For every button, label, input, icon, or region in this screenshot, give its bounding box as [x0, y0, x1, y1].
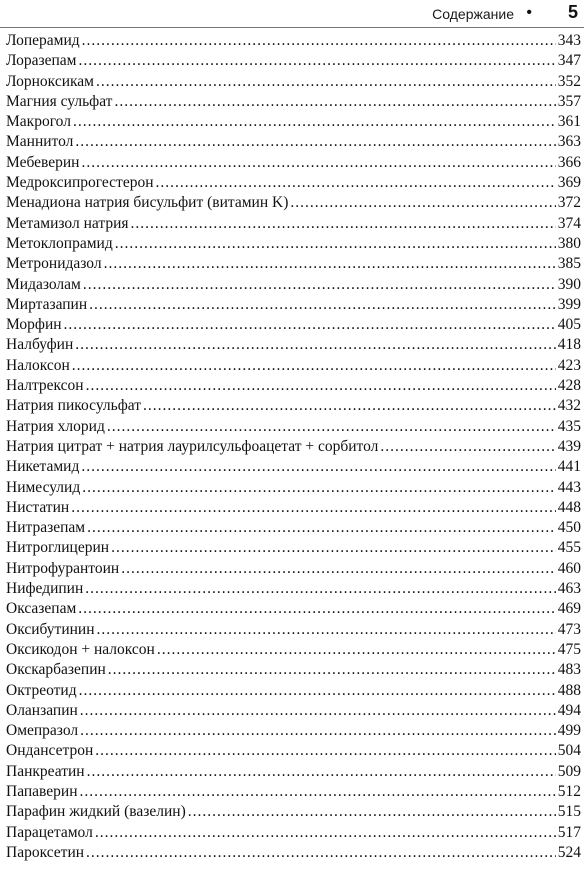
toc-entry[interactable] [6, 660, 581, 680]
toc-entry-title: Лоразепам [6, 52, 77, 70]
table-of-contents [6, 31, 581, 863]
toc-entry-title: Морфин [6, 316, 62, 334]
toc-entry-title: Папаверин [6, 782, 78, 800]
toc-entry-title: Пароксетин [6, 843, 85, 861]
dot-leader [75, 335, 556, 355]
toc-entry-title: Панкреатин [6, 762, 85, 780]
toc-entry-page: 488 [557, 681, 581, 699]
toc-entry-title: Метамизол натрия [6, 214, 129, 232]
toc-entry-page: 475 [557, 640, 581, 658]
dot-leader [95, 741, 555, 761]
toc-entry-page: 441 [557, 458, 581, 476]
toc-entry-title: Оксикодон + налоксон [6, 640, 155, 658]
toc-entry[interactable] [6, 599, 581, 619]
dot-leader [95, 823, 556, 843]
toc-entry[interactable] [6, 681, 581, 701]
toc-entry-title: Нитрофурантоин [6, 559, 120, 577]
dot-leader [73, 112, 556, 132]
toc-entry[interactable] [6, 457, 581, 477]
toc-entry-title: Нитроглицерин [6, 539, 110, 557]
toc-entry[interactable] [6, 193, 581, 213]
dot-leader [78, 599, 555, 619]
toc-entry[interactable] [6, 518, 581, 538]
toc-entry-title: Метоклопрамид [6, 234, 113, 252]
toc-entry[interactable] [6, 417, 581, 437]
dot-leader [89, 295, 556, 315]
dot-leader [157, 640, 556, 660]
toc-entry-title: Лорноксикам [6, 72, 94, 90]
dot-leader [64, 315, 556, 335]
toc-entry[interactable] [6, 376, 581, 396]
dot-leader [108, 660, 556, 680]
toc-entry[interactable] [6, 153, 581, 173]
toc-entry-title: Налтрексон [6, 377, 84, 395]
toc-entry[interactable] [6, 437, 581, 457]
toc-entry-title: Метронидазол [6, 255, 102, 273]
toc-entry-page: 390 [557, 275, 581, 293]
dot-leader [79, 51, 556, 71]
toc-entry[interactable] [6, 356, 581, 376]
toc-entry-title: Нитразепам [6, 519, 86, 537]
dot-leader [290, 193, 555, 213]
toc-entry-title: Оксибутинин [6, 620, 95, 638]
toc-entry-title: Окскарбазепин [6, 661, 106, 679]
toc-entry-title: Лоперамид [6, 32, 80, 49]
toc-entry[interactable] [6, 112, 581, 132]
toc-entry-title: Мидазолам [6, 275, 81, 293]
toc-entry[interactable] [6, 51, 581, 71]
toc-entry-title: Омепразол [6, 722, 79, 740]
dot-leader [82, 478, 556, 498]
toc-entry-title: Мебеверин [6, 153, 80, 171]
toc-entry-page: 473 [557, 620, 581, 638]
dot-leader [85, 579, 555, 599]
page-header [0, 0, 584, 30]
dot-leader [72, 356, 556, 376]
toc-entry-page: 512 [557, 782, 581, 800]
toc-entry[interactable] [6, 315, 581, 335]
header-divider [0, 27, 584, 28]
toc-entry-page: 405 [557, 316, 581, 334]
toc-entry-page: 432 [557, 397, 581, 415]
toc-entry[interactable] [6, 538, 581, 558]
toc-entry-title: Натрия пикосульфат [6, 397, 141, 415]
dot-leader [107, 417, 556, 437]
dot-leader [81, 457, 555, 477]
toc-entry-page: 366 [557, 153, 581, 171]
dot-leader [83, 275, 556, 295]
toc-entry-page: 455 [557, 539, 581, 557]
toc-entry[interactable] [6, 843, 581, 863]
toc-entry-page: 499 [557, 722, 581, 740]
toc-entry[interactable] [6, 762, 581, 782]
toc-entry[interactable] [6, 640, 581, 660]
toc-entry[interactable] [6, 295, 581, 315]
toc-entry-page: 439 [557, 437, 581, 455]
toc-entry-page: 361 [557, 113, 581, 131]
toc-entry-page: 435 [557, 417, 581, 435]
toc-entry-page: 418 [557, 336, 581, 354]
toc-entry[interactable] [6, 478, 581, 498]
toc-entry[interactable] [6, 721, 581, 741]
dot-leader [71, 498, 556, 518]
toc-entry-page: 450 [557, 519, 581, 537]
toc-entry-page: 483 [557, 661, 581, 679]
toc-entry-title: Ондансетрон [6, 742, 94, 760]
toc-entry-title: Менадиона натрия бисульфит (витамин K) [6, 194, 289, 212]
toc-entry[interactable] [6, 802, 581, 822]
toc-entry-page: 357 [557, 92, 581, 110]
toc-entry-page: 463 [557, 580, 581, 598]
toc-entry[interactable] [6, 498, 581, 518]
toc-entry[interactable] [6, 579, 581, 599]
toc-entry-title: Магния сульфат [6, 92, 113, 110]
dot-leader [131, 214, 556, 234]
toc-entry-page: 504 [557, 742, 581, 760]
dot-leader [86, 843, 556, 863]
dot-leader [96, 72, 556, 92]
toc-entry-title: Натрия хлорид [6, 417, 105, 435]
toc-entry-title: Маннитол [6, 133, 74, 151]
toc-entry-title: Парафин жидкий (вазелин) [6, 803, 186, 821]
toc-entry[interactable] [6, 234, 581, 254]
dot-leader [87, 762, 556, 782]
bullet-icon: • [526, 4, 532, 21]
dot-leader [86, 376, 556, 396]
toc-entry[interactable] [6, 173, 581, 193]
toc-entry-page: 363 [557, 133, 581, 151]
dot-leader [75, 132, 555, 152]
running-header-title: Содержание [432, 6, 514, 22]
dot-leader [104, 254, 556, 274]
toc-entry-page: 352 [557, 72, 581, 90]
dot-leader [115, 234, 556, 254]
toc-entry-title: Парацетамол [6, 823, 93, 841]
toc-entry[interactable] [6, 559, 581, 579]
toc-entry-page: 372 [557, 194, 581, 212]
toc-entry-page: 460 [557, 559, 581, 577]
toc-entry-page: 385 [557, 255, 581, 273]
dot-leader [79, 681, 556, 701]
toc-entry-page: 399 [557, 295, 581, 313]
toc-entry-page: 515 [557, 803, 581, 821]
toc-entry-title: Медроксипрогестерон [6, 174, 154, 192]
toc-entry-title: Миртазапин [6, 295, 88, 313]
toc-entry[interactable] [6, 782, 581, 802]
dot-leader [156, 173, 556, 193]
toc-entry[interactable] [6, 823, 581, 843]
toc-entry-title: Октреотид [6, 681, 77, 699]
toc-entry-page: 524 [557, 843, 581, 861]
dot-leader [111, 538, 556, 558]
dot-leader [81, 153, 555, 173]
toc-entry-title: Нифедипин [6, 580, 84, 598]
toc-entry-title: Никетамид [6, 458, 80, 476]
dot-leader [80, 721, 556, 741]
dot-leader [380, 437, 555, 457]
toc-entry-page: 509 [557, 762, 581, 780]
toc-entry[interactable] [6, 72, 581, 92]
toc-entry-page: 443 [557, 478, 581, 496]
toc-entry-page: 494 [557, 701, 581, 719]
toc-entry[interactable] [6, 396, 581, 416]
dot-leader [97, 620, 556, 640]
toc-entry-page: 374 [557, 214, 581, 232]
toc-entry-page: 347 [557, 52, 581, 70]
dot-leader [80, 782, 556, 802]
toc-entry[interactable] [6, 275, 581, 295]
toc-entry[interactable] [6, 254, 581, 274]
toc-entry[interactable] [6, 132, 581, 152]
toc-entry-title: Налоксон [6, 356, 70, 374]
dot-leader [188, 802, 556, 822]
toc-entry-page: 517 [557, 823, 581, 841]
toc-entry-page: 448 [557, 498, 581, 516]
toc-entry-page: 428 [557, 377, 581, 395]
dot-leader [82, 31, 556, 51]
toc-entry-title: Нимесулид [6, 478, 81, 496]
toc-entry[interactable] [6, 92, 581, 112]
dot-leader [143, 396, 556, 416]
toc-entry-page: 369 [557, 174, 581, 192]
dot-leader [121, 559, 556, 579]
toc-entry-page: 469 [557, 600, 581, 618]
toc-entry-page: 380 [557, 234, 581, 252]
toc-entry-title: Макрогол [6, 113, 71, 131]
dot-leader [114, 92, 555, 112]
toc-entry[interactable] [6, 701, 581, 721]
toc-entry-title: Оланзапин [6, 701, 78, 719]
toc-entry-title: Оксазепам [6, 600, 77, 618]
toc-entry-title: Натрия цитрат + натрия лаурилсульфоацетат + сорбитол [6, 437, 379, 455]
toc-entry-page: 423 [557, 356, 581, 374]
toc-entry[interactable] [6, 31, 581, 51]
toc-entry-title: Налбуфин [6, 336, 74, 354]
dot-leader [87, 518, 556, 538]
toc-entry-page: 343 [557, 32, 581, 49]
toc-entry-title: Нистатин [6, 498, 70, 516]
toc-entry[interactable] [6, 620, 581, 640]
toc-entry[interactable] [6, 335, 581, 355]
toc-entry[interactable] [6, 214, 581, 234]
toc-entry[interactable] [6, 741, 581, 761]
dot-leader [80, 701, 556, 721]
page-number: 5 [567, 2, 578, 22]
